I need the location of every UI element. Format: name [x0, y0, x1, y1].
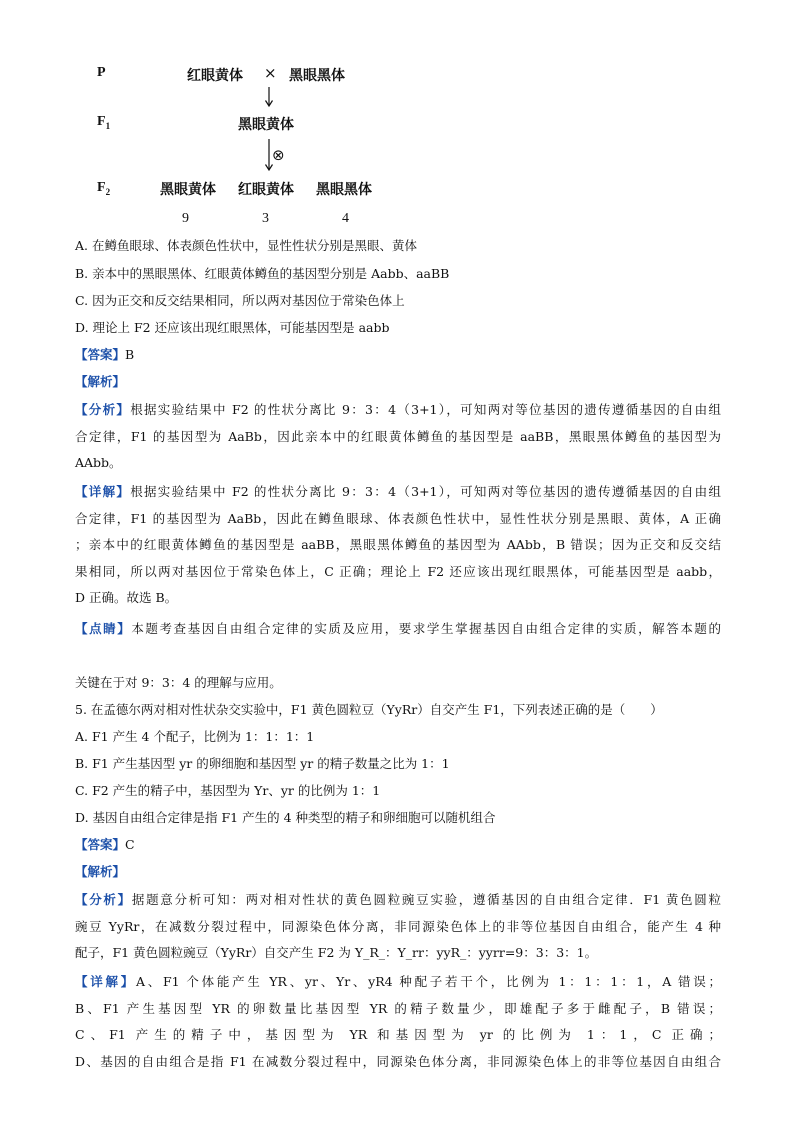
- answer-tag: 【答案】: [75, 347, 126, 362]
- answer-tag: 【答案】: [75, 837, 126, 852]
- cross-diagram: [0, 0, 794, 230]
- q4-option-c: C. 因为正交和反交结果相同，所以两对基因位于常染色体上: [75, 293, 405, 308]
- q5-option-a: A. F1 产生 4 个配子，比例为 1：1：1：1: [75, 729, 315, 744]
- generation-f1-label: $F_1$: [97, 114, 111, 131]
- self-cross-symbol: ⊗: [272, 146, 285, 164]
- p-male-phenotype: 黑眼黑体: [289, 68, 345, 84]
- q4-answer: 【答案】B: [75, 347, 135, 362]
- q4-xiangjie-line-3: ；亲本中的红眼黄体鳟鱼的基因型是 aaBB，黑眼黑体鳟鱼的基因型为 AAbb，B 错误；因为正交和反交结: [75, 537, 721, 552]
- q5-xiangjie-line-1: 【详解】A、F1 个体能产生 YR、yr、Yr、yR4 种配子若干个，比例为 1：1：1：1，A 错误；: [75, 974, 721, 989]
- q4-dianjing-line-1: 【点睛】本题考查基因自由组合定律的实质及应用，要求学生掌握基因自由组合定律的实质，解答本题的: [75, 621, 721, 636]
- q5-xiangjie-line-4: D、基因的自由组合是指 F1 在减数分裂过程中，同源染色体分离，非同源染色体上的非等位基因自由组合: [75, 1053, 721, 1069]
- f2-ratio-2: 3: [262, 211, 269, 226]
- f1-phenotype: 黑眼黄体: [238, 117, 294, 133]
- q5-analysis-heading: 【解析】: [75, 864, 126, 879]
- q5-fenxi-paragraph: [75, 887, 721, 967]
- q4-dianjing-paragraph: [75, 616, 721, 643]
- q5-xiangjie-line-2: B、F1 产生基因型 YR 的卵数量比基因型 YR 的精子数量少，即雄配子多于雌配子，B 错误；: [75, 1000, 721, 1016]
- q4-xiangjie-line-2: 合定律，F1 的基因型为 AaBb，因此在鳟鱼眼球、体表颜色性状中，显性性状分别是黑眼、黄体，A 正确: [75, 510, 721, 526]
- q4-option-b: B. 亲本中的黑眼黑体、红眼黄体鳟鱼的基因型分别是 Aabb、aaBB: [75, 266, 450, 281]
- f2-phenotype-3: 黑眼黑体: [316, 182, 372, 198]
- q5-answer: 【答案】C: [75, 837, 135, 852]
- q5-fenxi-line-3: 配子，F1 黄色圆粒豌豆（YyRr）自交产生 F2 为 Y_R_：Y_rr：yyR_：yyrr=9：3：3：1。: [75, 945, 598, 960]
- q4-analysis-heading: 【解析】: [75, 374, 126, 389]
- q4-option-d: D. 理论上 F2 还应该出现红眼黑体，可能基因型是 aabb: [75, 320, 390, 335]
- f2-ratio-1: 9: [182, 211, 189, 226]
- f2-phenotype-1: 黑眼黄体: [160, 182, 216, 198]
- q4-fenxi-paragraph: [75, 397, 721, 477]
- q4-fenxi-line-2: 合定律，F1 的基因型为 AaBb，因此亲本中的红眼黄体鳟鱼的基因型是 aaBB，黑眼黑体鳟鱼的基因型为: [75, 428, 721, 444]
- q5-option-c: C. F2 产生的精子中，基因型为 Yr、yr 的比例为 1：1: [75, 783, 381, 798]
- q4-xiangjie-line-5: D 正确。故选 B。: [75, 590, 178, 605]
- f2-phenotype-2: 红眼黄体: [238, 182, 294, 198]
- q4-xiangjie-paragraph: [75, 479, 721, 612]
- q4-fenxi-line-3: AAbb。: [75, 455, 122, 470]
- q4-xiangjie-line-1: 【详解】根据实验结果中 F2 的性状分离比 9：3：4（3+1），可知两对等位基因的遗传遵循基因的自由组: [75, 484, 721, 499]
- q4-fenxi-line-1: 【分析】根据实验结果中 F2 的性状分离比 9：3：4（3+1），可知两对等位基因的遗传遵循基因的自由组: [75, 402, 721, 417]
- down-arrow-icon: [262, 86, 276, 108]
- p-female-phenotype: 红眼黄体: [187, 68, 243, 84]
- generation-f2-label: $F_2$: [97, 180, 111, 197]
- q5-xiangjie-line-3: C、F1 产生的精子中，基因型为 YR 和基因型为 yr 的比例为 1：1，C 正确；: [75, 1027, 721, 1042]
- q5-option-d: D. 基因自由组合定律是指 F1 产生的 4 种类型的精子和卵细胞可以随机组合: [75, 810, 496, 825]
- q5-xiangjie-paragraph: [75, 969, 721, 1075]
- q4-dianjing-line-2: 关键在于对 9：3：4 的理解与应用。: [75, 675, 282, 690]
- q4-option-a: A. 在鳟鱼眼球、体表颜色性状中，显性性状分别是黑眼、黄体: [75, 238, 417, 253]
- q5-stem: 5. 在孟德尔两对相对性状杂交实验中，F1 黄色圆粒豆（YyRr）自交产生 F1，下列表述正确的是（ ）: [75, 702, 663, 717]
- q5-option-b: B. F1 产生基因型 yr 的卵细胞和基因型 yr 的精子数量之比为 1：1: [75, 756, 450, 771]
- cross-symbol: ×: [264, 64, 277, 82]
- q5-fenxi-line-1: 【分析】据题意分析可知：两对相对性状的黄色圆粒豌豆实验，遵循基因的自由组合定律．F1 黄色圆粒: [75, 892, 721, 907]
- f2-ratio-3: 4: [342, 211, 349, 226]
- q4-xiangjie-line-4: 果相同，所以两对基因位于常染色体上，C 正确；理论上 F2 还应该出现红眼黑体，可能基因型是 aabb，: [75, 563, 721, 579]
- generation-p-label: P: [97, 65, 106, 80]
- q5-fenxi-line-2: 豌豆 YyRr，在减数分裂过程中，同源染色体分离，非同源染色体上的非等位基因自由组合，能产生 4 种: [75, 918, 721, 934]
